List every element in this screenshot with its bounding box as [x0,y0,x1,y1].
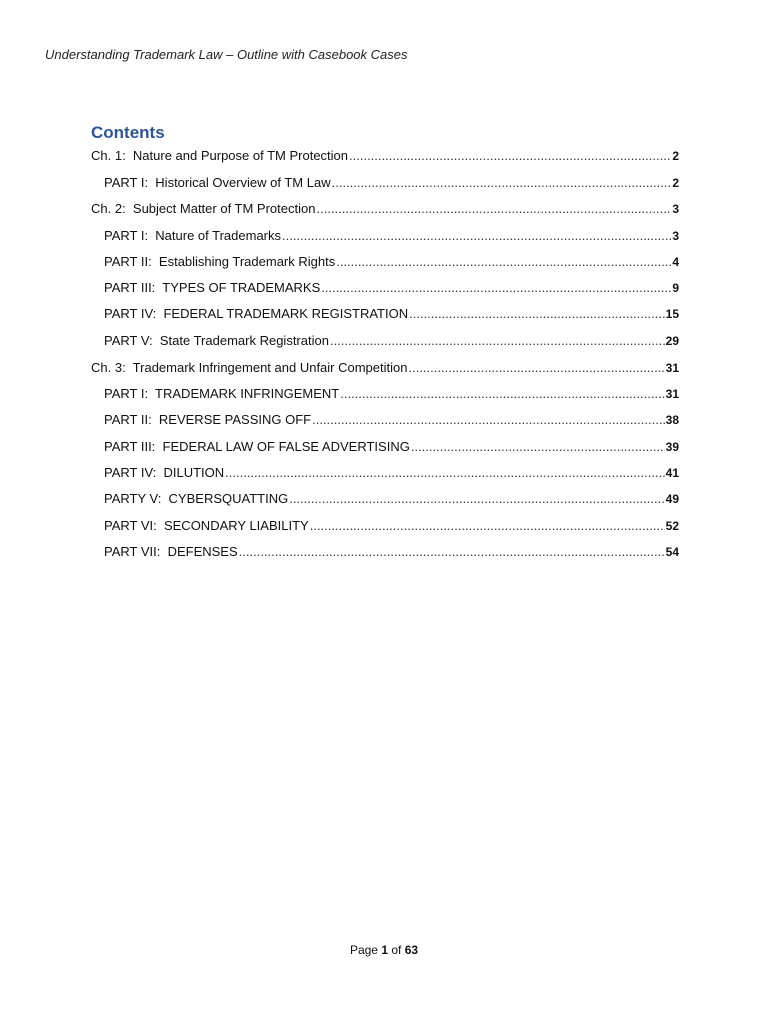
toc-entry[interactable] [104,252,679,272]
toc-entry-label: PART VII: DEFENSES [104,544,238,559]
toc-leader-dots [340,384,664,404]
toc-entry-label: PART IV: DILUTION [104,465,225,480]
toc-entry-page: 9 [672,281,679,295]
toc-entry-page: 52 [665,519,679,533]
toc-entry-page: 38 [665,413,679,427]
toc-entry-page: 4 [672,255,679,269]
toc-entry-label: PARTY V: CYBERSQUATTING [104,491,289,506]
toc-entry-page: 2 [672,149,679,163]
toc-leader-dots [239,542,665,562]
toc-entry[interactable] [104,516,679,536]
toc-entry-page: 31 [665,387,679,401]
toc-entry[interactable] [91,358,679,378]
toc-entry[interactable] [91,199,679,219]
toc-entry-label: PART I: TRADEMARK INFRINGEMENT [104,386,340,401]
toc-leader-dots [408,358,664,378]
toc-entry[interactable] [91,146,679,166]
toc-entry-label: Ch. 2: Subject Matter of TM Protection [91,201,316,216]
toc-entry-label: PART I: Historical Overview of TM Law [104,175,331,190]
toc-leader-dots [349,146,671,166]
toc-entry-label: PART IV: FEDERAL TRADEMARK REGISTRATION [104,306,409,321]
toc-title: Contents [91,123,165,142]
toc-entry-label: PART II: REVERSE PASSING OFF [104,412,312,427]
toc-entry-label: PART VI: SECONDARY LIABILITY [104,518,309,533]
toc-entry[interactable] [104,173,679,193]
toc-entry[interactable] [104,278,679,298]
toc-entry-label: PART V: State Trademark Registration [104,333,329,348]
toc-entry-page: 49 [665,492,679,506]
toc-leader-dots [321,278,671,298]
toc-entry-label: PART I: Nature of Trademarks [104,228,282,243]
toc-entry[interactable] [104,437,679,457]
toc-entry[interactable] [104,304,679,324]
toc-entry[interactable] [104,226,679,246]
toc-leader-dots [409,304,665,324]
toc-entry-label: PART II: Establishing Trademark Rights [104,254,336,269]
toc-entry-page: 41 [665,466,679,480]
toc-entry-page: 3 [672,229,679,243]
toc-entry[interactable] [104,331,679,351]
page-footer [0,943,768,957]
footer-total-pages: 63 [404,943,419,957]
toc-entry[interactable] [104,384,679,404]
toc-entry[interactable] [104,410,679,430]
toc-leader-dots [312,410,665,430]
toc-leader-dots [316,199,671,219]
toc-entry-label: Ch. 1: Nature and Purpose of TM Protection [91,148,349,163]
toc-entry-label: PART III: TYPES OF TRADEMARKS [104,280,321,295]
toc-leader-dots [336,252,671,272]
toc-entry-page: 54 [665,545,679,559]
toc-leader-dots [411,437,665,457]
toc-entry-page: 39 [665,440,679,454]
toc-leader-dots [282,226,671,246]
toc-entry-page: 29 [665,334,679,348]
toc-entry[interactable] [104,463,679,483]
footer-of-word: of [391,943,402,957]
toc-leader-dots [289,489,664,509]
toc-leader-dots [225,463,664,483]
toc-entry[interactable] [104,489,679,509]
toc-entry-page: 15 [665,307,679,321]
footer-page-word: Page [349,943,378,957]
toc-entry-page: 3 [672,202,679,216]
toc-entry-label: PART III: FEDERAL LAW OF FALSE ADVERTISING [104,439,410,454]
footer-current-page: 1 [381,943,388,957]
toc-leader-dots [310,516,665,536]
toc-entry[interactable] [104,542,679,562]
toc-entry-label: Ch. 3: Trademark Infringement and Unfair Competition [91,360,408,375]
toc-entry-page: 31 [665,361,679,375]
toc-entry-page: 2 [672,176,679,190]
running-header: Understanding Trademark Law – Outline with Casebook Cases [45,47,408,62]
toc-leader-dots [330,331,665,351]
toc-leader-dots [332,173,672,193]
